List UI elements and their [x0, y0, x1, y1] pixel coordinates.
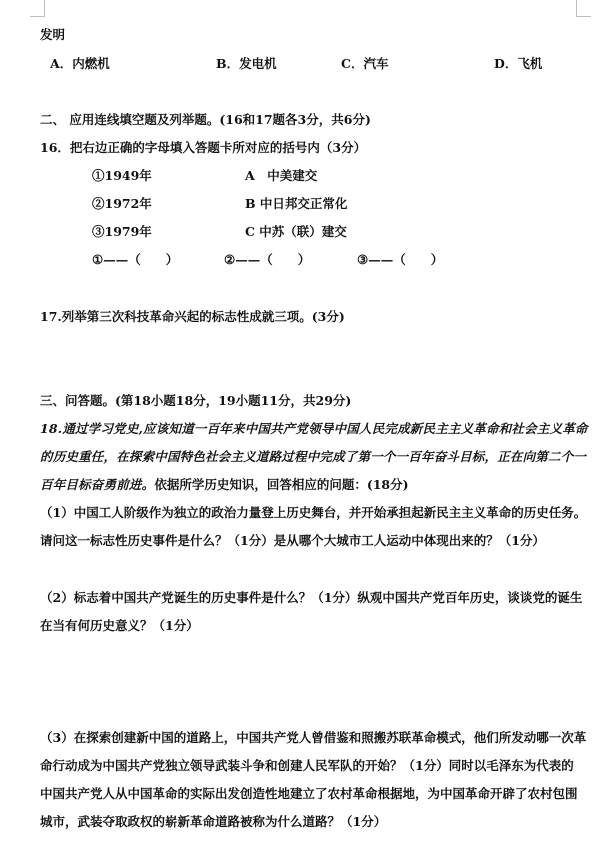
page-corner-mark-left	[30, 0, 45, 17]
q18-intro-line-3-italic: 百年目标奋勇前进。	[40, 477, 155, 492]
section2-heading: 二、 应用连线填空题及列举题。(16和17题各3分，共6分)	[40, 112, 371, 127]
q16-stem: 16．把右边正确的字母填入答题卡所对应的括号内（3分）	[40, 140, 367, 155]
q16-answer-3: ③——（ ）	[357, 252, 444, 267]
q18-sub3-line-2: 命行动成为中国共产党独立领导武装斗争和创建人民军队的开始？（1分）同时以毛泽东为代表的	[40, 758, 574, 773]
q16-year-3: ③1979年	[92, 224, 152, 239]
q16-event-a: A 中美建交	[245, 168, 318, 183]
q18-sub2-line-2: 在当有何历史意义？（1分）	[40, 618, 199, 633]
q17-stem: 17.列举第三次科技革命兴起的标志性成就三项。(3分)	[40, 309, 345, 324]
option-b: B．发电机	[216, 56, 277, 71]
q18-sub1-line-1: （1）中国工人阶级作为独立的政治力量登上历史舞台，并开始承担起新民主主义革命的历史任务。	[40, 505, 587, 520]
option-a: A．内燃机	[50, 56, 110, 71]
q18-sub3-line-3: 中国共产党人从中国革命的实际出发创造性地建立了农村革命根据地，为中国革命开辟了农村包围	[40, 786, 578, 801]
q16-answer-2: ②——（ ）	[224, 252, 311, 267]
q18-sub2-line-1: （2）标志着中国共产党诞生的历史事件是什么？（1分）纵观中国共产党百年历史，谈谈党的诞生	[40, 590, 583, 605]
top-fragment-text: 发明	[40, 27, 66, 42]
q18-intro-line-1: 18.通过学习党史,应该知道一百年来中国共产党领导中国人民完成新民主主义革命和社会主义革命	[40, 421, 588, 436]
option-c: C．汽车	[341, 56, 389, 71]
q16-year-1: ①1949年	[92, 168, 152, 183]
q18-intro-line-2: 的历史重任，在探索中国特色社会主义道路过程中完成了第一个一百年奋斗目标，正在向第二个一	[40, 449, 587, 464]
option-d: D．飞机	[494, 56, 543, 71]
q18-sub1-line-2: 请问这一标志性历史事件是什么？（1分）是从哪个大城市工人运动中体现出来的？（1分）	[40, 533, 545, 548]
q18-intro-line-3	[40, 477, 409, 493]
q18-sub3-line-4: 城市，武装夺取政权的崭新革命道路被称为什么道路？（1分）	[40, 814, 387, 829]
q16-year-2: ②1972年	[92, 196, 152, 211]
q16-event-c: C 中苏（联）建交	[245, 224, 347, 239]
q18-intro-tail: 依据所学历史知识，回答相应的问题：(18分)	[154, 477, 409, 492]
q18-sub3-line-1: （3）在探索创建新中国的道路上，中国共产党人曾借鉴和照搬苏联革命模式，他们所发动哪一次革	[40, 730, 587, 745]
q16-answer-1: ①——（ ）	[92, 252, 179, 267]
section3-heading: 三、问答题。(第18小题18分，19小题11分，共29分)	[40, 393, 352, 408]
page-corner-mark-right	[576, 0, 591, 17]
q16-event-b: B 中日邦交正常化	[245, 196, 348, 211]
